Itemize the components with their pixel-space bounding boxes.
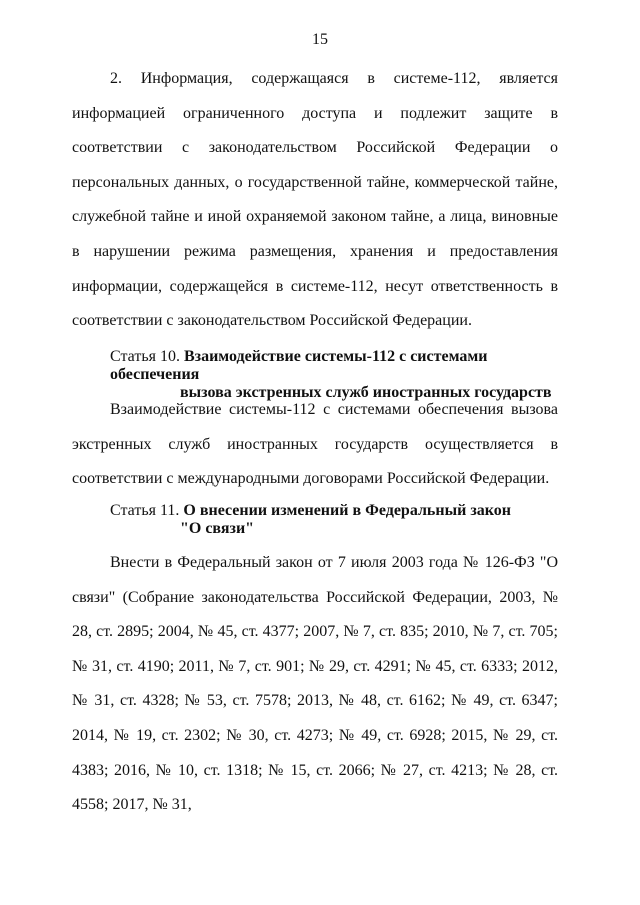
article-10-title-line1: Взаимодействие системы-112 с системами обеспечения [110,348,488,383]
article-11-title-line2: "О связи" [180,520,255,537]
article-11-heading [110,502,580,538]
paragraph-interaction-foreign: Взаимодействие системы-112 с системами обеспечения вызова экстренных служб иностранных государств осуществляется в соответствии с международными договорами Российской Федерации. [72,401,558,488]
article-11-title-line1: О внесении изменений в Федеральный закон [183,502,511,519]
article-10-title-line2: вызова экстренных служб иностранных государств [180,384,552,401]
article-10-prefix: Статья 10. [110,348,180,365]
article-11-prefix: Статья 11. [110,502,180,519]
paragraph-amendments-law: Внести в Федеральный закон от 7 июля 2003 года № 126-ФЗ "О связи" (Собрание законодательства Российской Федерации, 2003, № 28, ст. 2895; 2004, № 45, ст. 4377; 2007, № 7, ст. 835; 2010, № 7, ст. 705; № 31, ст. 4190; 2011, № 7, ст. 901; № 29, ст. 4291; № 45, ст. 6333; 2012, № 31, ст. 4328; № 53, ст. 7578; 2013, № 48, ст. 6162; № 49, ст. 6347; 2014, № 19, ст. 2302; № 30, ст. 4273; № 49, ст. 6928; 2015, № 29, ст. 4383; 2016, № 10, ст. 1318; № 15, ст. 2066; № 27, ст. 4213; № 28, ст. 4558; 2017, № 31, [72,554,558,814]
page-number: 15 [312,31,328,48]
paragraph-information-restricted: 2. Информация, содержащаяся в системе-112, является информацией ограниченного доступа и подлежит защите в соответствии с законодательством Российской Федерации о персональных данных, о государственной тайне, коммерческой тайне, служебной тайне и иной охраняемой законом тайне, а лица, виновные в нарушении режима размещения, хранения и предоставления информации, содержащейся в системе-112, несут ответственность в соответствии с законодательством Российской Федерации. [72,70,558,330]
